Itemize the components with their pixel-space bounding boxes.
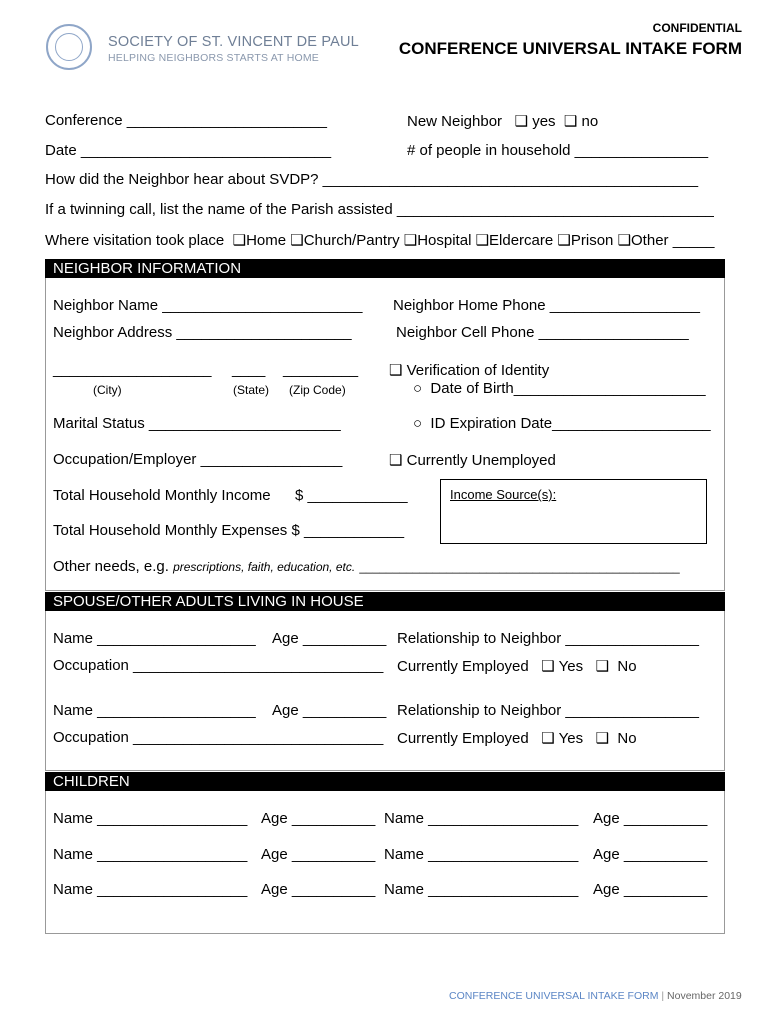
employed-no[interactable]: No bbox=[617, 658, 637, 675]
child-name-field[interactable]: Name __________________ bbox=[53, 846, 248, 863]
expenses-field[interactable]: Total Household Monthly Expenses $ ____________ bbox=[53, 522, 405, 539]
spouse-relationship-field[interactable]: Relationship to Neighbor ________________ bbox=[397, 630, 699, 647]
income-amount-field[interactable]: $ ____________ bbox=[295, 487, 408, 504]
checkbox-icon[interactable]: ❑ bbox=[541, 658, 555, 675]
org-tagline: HELPING NEIGHBORS STARTS AT HOME bbox=[108, 52, 319, 64]
checkbox-icon[interactable]: ❑ bbox=[541, 730, 555, 747]
checkbox-icon[interactable]: ❑ bbox=[514, 113, 529, 130]
conference-field[interactable]: Conference ________________________ bbox=[45, 112, 327, 129]
city-label: (City) bbox=[93, 383, 122, 397]
visit-home[interactable]: Home bbox=[246, 232, 287, 249]
radio-icon[interactable]: ○ bbox=[413, 415, 423, 432]
footer-date: November 2019 bbox=[667, 990, 742, 1002]
child-age-field[interactable]: Age __________ bbox=[593, 810, 708, 827]
unemployed-label: Currently Unemployed bbox=[406, 452, 556, 469]
adult2-occupation-field[interactable]: Occupation ______________________________ bbox=[53, 729, 384, 746]
children-section-header: CHILDREN bbox=[45, 772, 725, 791]
visit-church[interactable]: Church/Pantry bbox=[303, 232, 400, 249]
marital-status-field[interactable]: Marital Status _______________________ bbox=[53, 415, 341, 432]
home-phone-field[interactable]: Neighbor Home Phone __________________ bbox=[393, 297, 700, 314]
adult2-name-field[interactable]: Name ___________________ bbox=[53, 702, 256, 719]
org-name: SOCIETY OF ST. VINCENT DE PAUL bbox=[108, 34, 359, 50]
other-needs-field[interactable]: ________________________________________________ bbox=[359, 560, 680, 574]
twinning-parish-field[interactable]: If a twinning call, list the name of the Parish assisted ______________________________________ bbox=[45, 201, 714, 218]
employed-no[interactable]: No bbox=[617, 730, 637, 747]
neighbor-section-header: NEIGHBOR INFORMATION bbox=[45, 259, 725, 278]
checkbox-icon[interactable]: ❑ bbox=[563, 113, 578, 130]
zip-field[interactable]: _________ bbox=[283, 361, 359, 378]
child-age-field[interactable]: Age __________ bbox=[261, 846, 376, 863]
child-age-field[interactable]: Age __________ bbox=[593, 881, 708, 898]
dob-row bbox=[413, 380, 706, 397]
new-neighbor-label: New Neighbor ❑ yes ❑ no bbox=[407, 113, 599, 130]
checkbox-icon[interactable]: ❑ bbox=[475, 232, 490, 249]
new-neighbor-yes[interactable]: yes bbox=[532, 113, 556, 130]
income-source-label: Income Source(s): bbox=[450, 487, 557, 502]
checkbox-icon[interactable]: ❑ bbox=[403, 232, 418, 249]
new-neighbor-no[interactable]: no bbox=[581, 113, 599, 130]
child-name-field[interactable]: Name __________________ bbox=[53, 810, 248, 827]
checkbox-icon[interactable]: ❑ bbox=[595, 658, 610, 675]
occupation-employer-field[interactable]: Occupation/Employer _________________ bbox=[53, 451, 343, 468]
checkbox-icon[interactable]: ❑ bbox=[595, 730, 610, 747]
state-field[interactable]: ____ bbox=[232, 361, 266, 378]
household-count-field[interactable]: # of people in household ________________ bbox=[407, 142, 709, 159]
checkbox-icon[interactable]: ❑ bbox=[232, 232, 247, 249]
visit-other[interactable]: Other _____ bbox=[631, 232, 715, 249]
checkbox-icon[interactable]: ❑ bbox=[617, 232, 632, 249]
svdp-logo bbox=[46, 24, 92, 70]
neighbor-name-field[interactable]: Neighbor Name ________________________ bbox=[53, 297, 363, 314]
income-source-box[interactable] bbox=[440, 479, 707, 544]
child-name-field[interactable]: Name __________________ bbox=[384, 846, 579, 863]
child-name-field[interactable]: Name __________________ bbox=[384, 810, 579, 827]
address-field[interactable]: Neighbor Address _____________________ bbox=[53, 324, 352, 341]
child-age-field[interactable]: Age __________ bbox=[261, 810, 376, 827]
adult2-age-field[interactable]: Age __________ bbox=[272, 702, 387, 719]
date-field[interactable]: Date ______________________________ bbox=[45, 142, 332, 159]
other-needs-row: Other needs, e.g. prescriptions, faith, education, etc. ________________________________________________ bbox=[53, 558, 680, 575]
spouse-section-header: SPOUSE/OTHER ADULTS LIVING IN HOUSE bbox=[45, 592, 725, 611]
spouse-name-field[interactable]: Name ___________________ bbox=[53, 630, 256, 647]
checkbox-icon[interactable]: ❑ bbox=[389, 362, 403, 379]
id-expiration-row bbox=[413, 415, 711, 432]
checkbox-icon[interactable]: ❑ bbox=[389, 452, 403, 469]
spouse-employed-row: Currently Employed ❑ Yes ❑ No bbox=[397, 658, 637, 675]
child-age-field[interactable]: Age __________ bbox=[261, 881, 376, 898]
unemployed-row bbox=[389, 451, 556, 469]
child-name-field[interactable]: Name __________________ bbox=[384, 881, 579, 898]
verification-label: Verification of Identity bbox=[406, 362, 550, 379]
zip-label: (Zip Code) bbox=[289, 383, 346, 397]
adult2-relationship-field[interactable]: Relationship to Neighbor ________________ bbox=[397, 702, 699, 719]
income-label: Total Household Monthly Income bbox=[53, 487, 271, 504]
city-field[interactable]: ___________________ bbox=[53, 361, 212, 378]
spouse-occupation-field[interactable]: Occupation ______________________________ bbox=[53, 657, 384, 674]
other-needs-examples: prescriptions, faith, education, etc. bbox=[173, 560, 356, 574]
radio-icon[interactable]: ○ bbox=[413, 380, 423, 397]
footer bbox=[449, 990, 742, 1002]
child-name-field[interactable]: Name __________________ bbox=[53, 881, 248, 898]
hear-about-field[interactable]: How did the Neighbor hear about SVDP? _____________________________________________ bbox=[45, 171, 699, 188]
confidential-label: CONFIDENTIAL bbox=[652, 21, 742, 35]
visitation-row: Where visitation took place ❑Home ❑Church/Pantry ❑Hospital ❑Eldercare ❑Prison ❑Other _____ bbox=[45, 232, 715, 249]
footer-form-name: CONFERENCE UNIVERSAL INTAKE FORM bbox=[449, 990, 659, 1002]
visit-hospital[interactable]: Hospital bbox=[417, 232, 472, 249]
employed-yes[interactable]: Yes bbox=[558, 730, 584, 747]
id-expiration-field[interactable]: ID Expiration Date___________________ bbox=[430, 415, 711, 432]
checkbox-icon[interactable]: ❑ bbox=[290, 232, 304, 249]
child-age-field[interactable]: Age __________ bbox=[593, 846, 708, 863]
footer-separator: | bbox=[661, 990, 665, 1002]
visit-prison[interactable]: Prison bbox=[570, 232, 614, 249]
dob-field[interactable]: Date of Birth_______________________ bbox=[430, 380, 706, 397]
spouse-age-field[interactable]: Age __________ bbox=[272, 630, 387, 647]
visit-eldercare[interactable]: Eldercare bbox=[489, 232, 554, 249]
checkbox-icon[interactable]: ❑ bbox=[557, 232, 571, 249]
cell-phone-field[interactable]: Neighbor Cell Phone __________________ bbox=[396, 324, 689, 341]
form-title: CONFERENCE UNIVERSAL INTAKE FORM bbox=[398, 39, 742, 58]
state-label: (State) bbox=[233, 383, 270, 397]
verification-row bbox=[389, 361, 549, 379]
adult2-employed-row: Currently Employed ❑ Yes ❑ No bbox=[397, 730, 637, 747]
employed-yes[interactable]: Yes bbox=[558, 658, 584, 675]
